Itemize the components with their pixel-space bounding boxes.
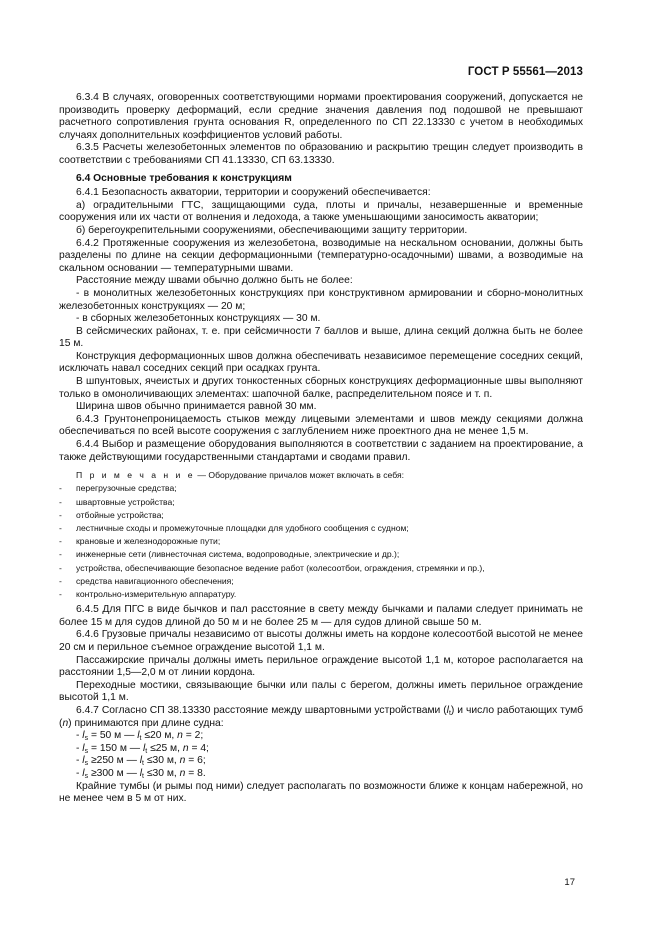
formula-line: - $l_s = 50$ м — $l_t \le 20$ м, n = 2;	[76, 730, 204, 743]
section-heading: 6.4 Основные требования к конструкциям	[76, 172, 292, 184]
paragraph-joint-width: Ширина швов обычно принимается равной 30 мм.	[76, 401, 317, 413]
formula-line: - $l_s = 150$ м — $l_t \le 25$ м, n = 4;	[76, 742, 209, 755]
paragraph-seismic: В сейсмических районах, т. е. при сейсмичности 7 баллов и выше, длина секций должна быть не более 15 м.	[59, 325, 583, 350]
paragraph-footbridges: Переходные мостики, связывающие бычки или палы с берегом, должны иметь перильное ограждение высотой 1,1 м.	[59, 679, 583, 704]
paragraph-6-4-6: 6.4.6 Грузовые причалы независимо от высоты должны иметь на кордоне колесоотбой высотой не менее 20 см и перильное съемное ограждение высотой 1,1 м.	[59, 629, 583, 654]
note-title	[59, 469, 583, 482]
note-label: П р и м е ч а н и е	[76, 470, 196, 481]
list-item-b: б) берегоукрепительными сооружениями, обеспечивающими защиту территории.	[76, 224, 468, 236]
paragraph-6-4-5: 6.4.5 Для ПГС в виде бычков и пал расстояние в свету между бычками и палами следует принимать не более 15 м для судов длиной до 50 м и не более 25 м — для судов длиной свыше 50 м.	[59, 604, 583, 628]
note-item: - средства навигационного обеспечения;	[59, 575, 234, 586]
paragraph-6-4-7: 6.4.7 Согласно СП 38.13330 расстояние между швартовными устройствами $(l_t)$ и число работающих тумб (n) принимаются при длине судна:	[59, 705, 583, 729]
note-item: - устройства, обеспечивающие безопасное ведение работ (колесоотбои, ограждения, стремянки и пр.),	[59, 562, 485, 573]
note-item: - швартовные устройства;	[59, 496, 175, 507]
formula-line: - $l_s \ge 250$ м — $l_t \le 30$ м, n = 6;	[76, 755, 206, 768]
list-item-a: а) оградительными ГТС, защищающими суда, плоты и причалы, незавершенные и временные сооружения или их части от волнения и ледохода, а также уменьшающими заносимость акватории;	[59, 199, 583, 224]
note-item: - крановые и железнодорожные пути;	[59, 536, 221, 547]
note-item: - перегрузочные средства;	[59, 483, 177, 494]
paragraph-joint-spacing: Расстояние между швами обычно должно быть не более:	[76, 275, 353, 287]
page-number: 17	[564, 877, 575, 888]
paragraph-6-4-3: 6.4.3 Грунтонепроницаемость стыков между лицевыми элементами и швов между секциями должна обеспечиваться по всей высоте сооружения с заглублением ниже проектного дна не менее 1,5 м.	[59, 413, 583, 438]
document-body	[59, 92, 583, 806]
paragraph-6-4-2: 6.4.2 Протяженные сооружения из железобетона, возводимые на нескальном основании, должны быть разделены по длине на секции деформационными (температурно-осадочными) швами, а возводимые на скальном основании — температурными швами.	[59, 237, 583, 274]
list-item-monolithic: - в монолитных железобетонных конструкциях при конструктивном армировании и сборно-монолитных железобетонных конструкциях — 20 м;	[59, 287, 583, 312]
list-item-prefab: - в сборных железобетонных конструкциях — 30 м.	[76, 313, 321, 325]
paragraph-6-3-4: 6.3.4 В случаях, оговоренных соответствующими нормами проектирования сооружений, допускается не производить проверку деформаций, если средние значения давления под подошвой не превышают расчетного сопротивления грунта основания R, определенного по СП 22.13330 с учетом в необходимых случаях дополнительных коэффициентов условий работы.	[59, 92, 583, 141]
paragraph-end-bollards: Крайние тумбы (и рымы под ними) следует располагать по возможности ближе к концам набережной, но не менее чем в 5 м от них.	[59, 780, 583, 805]
paragraph-6-4-1: 6.4.1 Безопасность акватории, территории и сооружений обеспечивается:	[76, 187, 431, 199]
standard-header: ГОСТ Р 55561—2013	[467, 66, 583, 78]
note-intro: — Оборудование причалов может включать в себя:	[195, 470, 404, 481]
note-item: - контрольно-измерительную аппаратуру.	[59, 589, 237, 600]
note-block	[59, 469, 583, 601]
note-item: - лестничные сходы и промежуточные площадки для удобного сообщения с судном;	[59, 523, 409, 534]
paragraph-joint-design: Конструкция деформационных швов должна обеспечивать независимое перемещение соседних секций, исключать навал соседних секций при осадках грунта.	[59, 350, 583, 375]
paragraph-6-4-4: 6.4.4 Выбор и размещение оборудования выполняются в соответствии с заданием на проектирование, а также действующими государственными стандартами и сводами правил.	[59, 439, 583, 463]
note-item: - отбойные устройства;	[59, 509, 164, 520]
formula-line: - $l_s \ge 300$ м — $l_t \le 30$ м, n = 8.	[76, 767, 206, 780]
note-item: - инженерные сети (ливнесточная система, водопроводные, электрические и др.);	[59, 549, 400, 560]
paragraph-6-3-5: 6.3.5 Расчеты железобетонных элементов по образованию и раскрытию трещин следует производить в соответствии с требованиями СП 41.13330, СП 63.13330.	[59, 142, 583, 166]
paragraph-passenger-berths: Пассажирские причалы должны иметь перильное ограждение высотой 1,1 м, которое располагается на расстоянии 1,5—2,0 м от линии кордона.	[59, 654, 583, 679]
paragraph-sheet-pile: В шпунтовых, ячеистых и других тонкостенных сборных конструкциях деформационные швы выполняют только в омоноличивающих элементах: шапочной балке, распределительном поясе и т. п.	[59, 376, 583, 400]
